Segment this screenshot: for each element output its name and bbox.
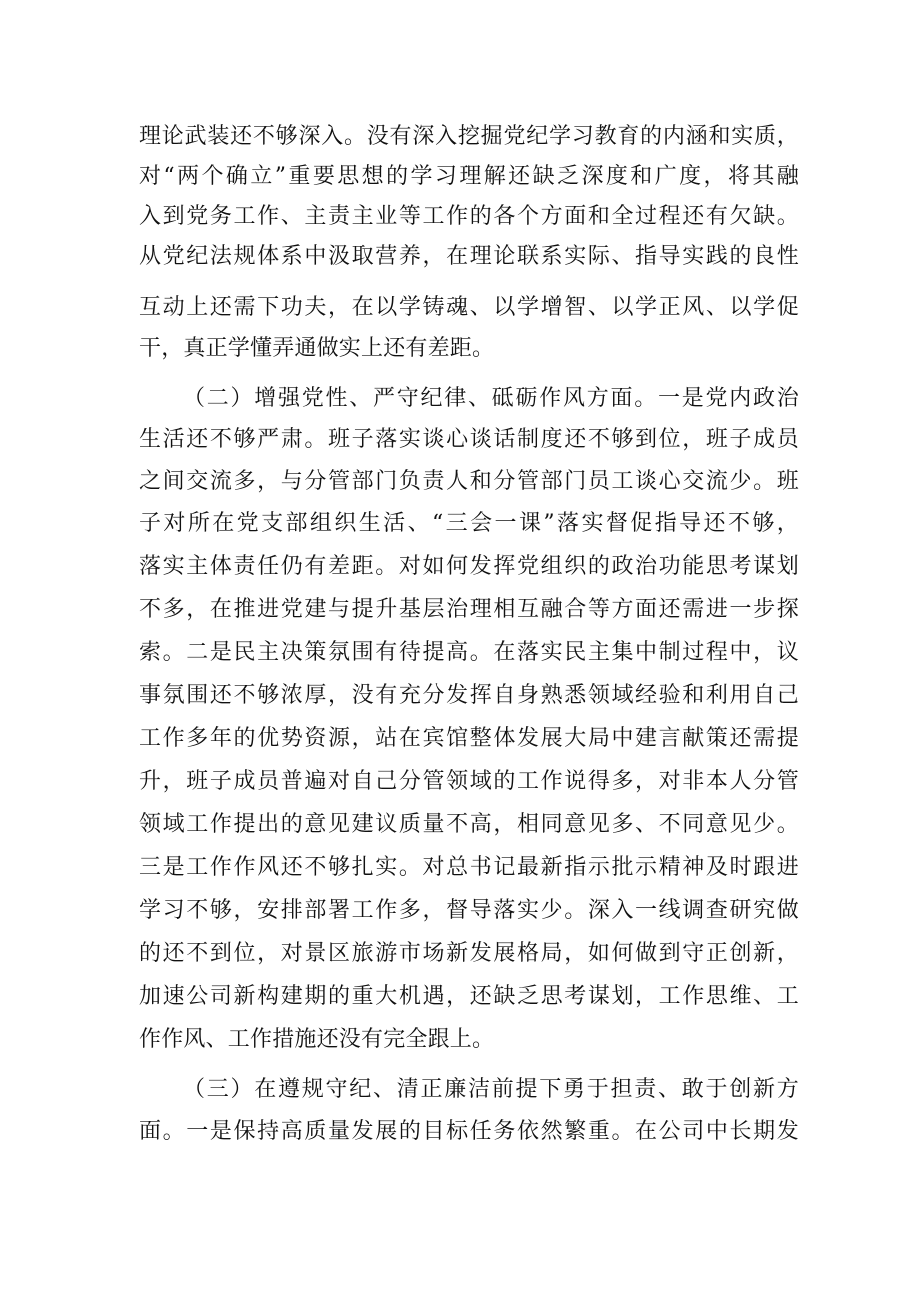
text-line: 入到党务工作、主责主业等工作的各个方面和全过程还有欠缺。 — [139, 204, 799, 229]
text-line: 的还不到位，对景区旅游市场新发展格局，如何做到守正创新， — [139, 941, 799, 966]
text-line: 面。一是保持高质量发展的目标任务依然繁重。在公司中长期发 — [139, 1119, 799, 1144]
text-line: 领域工作提出的意见建议质量不高，相同意见多、不同意见少。 — [139, 812, 799, 837]
text-line: 从党纪法规体系中汲取营养，在理论联系实际、指导实践的良性 — [139, 244, 799, 269]
text-line: 工作多年的优势资源，站在宾馆整体发展大局中建言献策还需提 — [139, 726, 799, 751]
text-line: 作作风、工作措施还没有完全跟上。 — [139, 1027, 495, 1052]
text-line: 事氛围还不够浓厚，没有充分发挥自身熟悉领域经验和利用自己 — [139, 683, 799, 708]
text-line: 索。二是民主决策氛围有待提高。在落实民主集中制过程中，议 — [139, 640, 799, 665]
text-line: 对“两个确立”重要思想的学习理解还缺乏深度和广度，将其融 — [139, 164, 799, 189]
text-line: 学习不够，安排部署工作多，督导落实少。深入一线调查研究做 — [139, 898, 799, 923]
section-heading-line: （三）在遵规守纪、清正廉洁前提下勇于担责、敢于创新方 — [183, 1077, 799, 1102]
text-line: 理论武装还不够深入。没有深入挖掘党纪学习教育的内涵和实质， — [139, 124, 799, 149]
text-line: 不多，在推进党建与提升基层治理相互融合等方面还需进一步探 — [139, 597, 799, 622]
text-line: 升，班子成员普遍对自己分管领域的工作说得多，对非本人分管 — [139, 769, 799, 794]
text-line: 干，真正学懂弄通做实上还有差距。 — [139, 336, 495, 361]
text-line: 之间交流多，与分管部门负责人和分管部门员工谈心交流少。班 — [139, 469, 799, 494]
section-heading-line: （二）增强党性、严守纪律、砥砺作风方面。一是党内政治 — [183, 386, 799, 411]
text-line: 生活还不够严肃。班子落实谈心谈话制度还不够到位，班子成员 — [139, 427, 799, 452]
text-line: 加速公司新构建期的重大机遇，还缺乏思考谋划，工作思维、工 — [139, 984, 799, 1009]
text-line: 互动上还需下功夫，在以学铸魂、以学增智、以学正风、以学促 — [139, 295, 799, 320]
text-line: 落实主体责任仍有差距。对如何发挥党组织的政治功能思考谋划 — [139, 554, 799, 579]
text-line: 子对所在党支部组织生活、“三会一课”落实督促指导还不够， — [139, 511, 799, 536]
text-line: 三是工作作风还不够扎实。对总书记最新指示批示精神及时跟进 — [139, 855, 799, 880]
